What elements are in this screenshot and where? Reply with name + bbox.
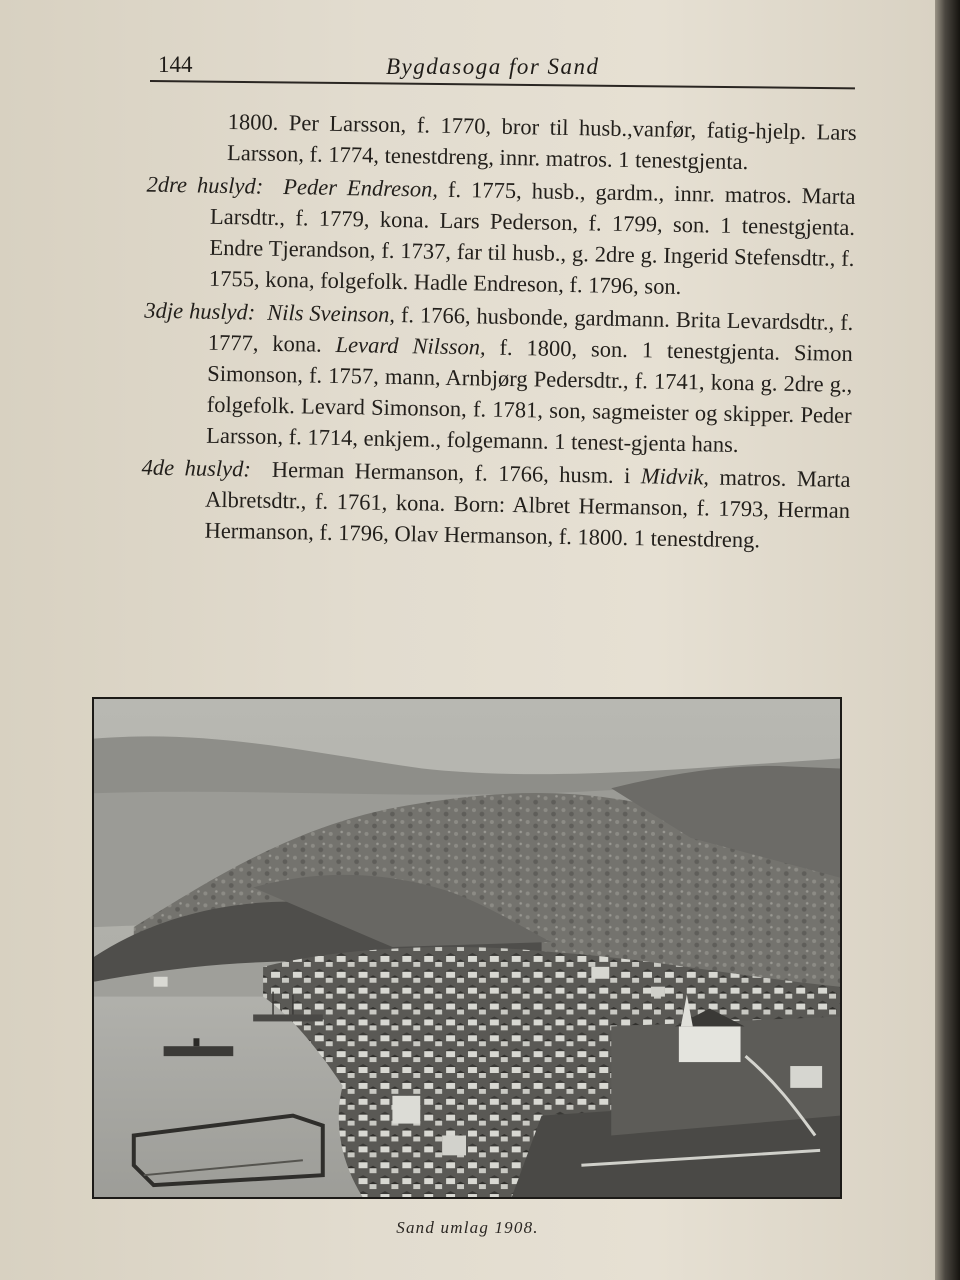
italic-name: Nils Sveinson, [266,299,396,327]
huslyd-label: 3dje huslyd: [144,297,256,325]
page-number: 144 [158,52,193,77]
entry-text: f. 1800, son. 1 tenestgjenta. Simon Simonson, f. 1757, mann, Arnbjørg Pedersdtr., f. 1741, kona g. 2dre g., folgefolk. Levard Simonson, f. 1781, son, sagmeister og skipper. Peder Larsson, f. 1714, enkjem., folgemann. 1 tenest-gjenta hans. [206,334,853,457]
photo-caption: Sand umlag 1908. [396,1218,539,1237]
census-entry [106,294,854,462]
census-entry [109,168,856,305]
italic-name: Midvik, [640,463,710,490]
header-rule [150,80,855,89]
census-entry [104,451,851,557]
italic-name: Peder Endreson, [283,174,439,202]
entry-text: 1800. Per Larsson, f. 1770, bror til husb.,vanfør, fatig-hjelp. Lars Larsson, f. 1774, tenestdreng, innr. matros. 1 tenestgjenta. [226,109,857,175]
census-entry [111,104,857,179]
running-title: Bygdasoga for Sand [386,54,600,79]
entry-text: Herman Hermanson, f. 1766, husm. i [271,456,642,489]
page-header [150,50,855,90]
village-photograph [92,697,842,1199]
italic-name: Levard Nilsson, [335,331,486,360]
huslyd-label: 2dre huslyd: [146,171,264,199]
village-photo-image [94,699,840,1197]
huslyd-label: 4de huslyd: [141,454,252,482]
census-text [104,104,857,559]
entry-text: f. 1766, husbonde, gardmann. Brita Levardsdtr., f. 1777, kona. [207,301,854,357]
book-spine-shadow [935,0,960,1280]
entry-text: matros. Marta Albretsdtr., f. 1761, kona. Born: Albret Hermanson, f. 1793, Herman Hermanson, f. 1796, Olav Hermanson, f. 1800. 1 tenestdreng. [204,464,851,553]
entry-text: f. 1775, husb., gardm., innr. matros. Marta Larsdtr., f. 1779, kona. Lars Pederson, f. 1799, son. 1 tenestgjenta. Endre Tjerandson, f. 1737, far til husb., g. 2dre g. Ingerid Stefensdtr., f. 1755, kona, folgefolk. Hadle Endreson, f. 1796, son. [208,176,856,299]
